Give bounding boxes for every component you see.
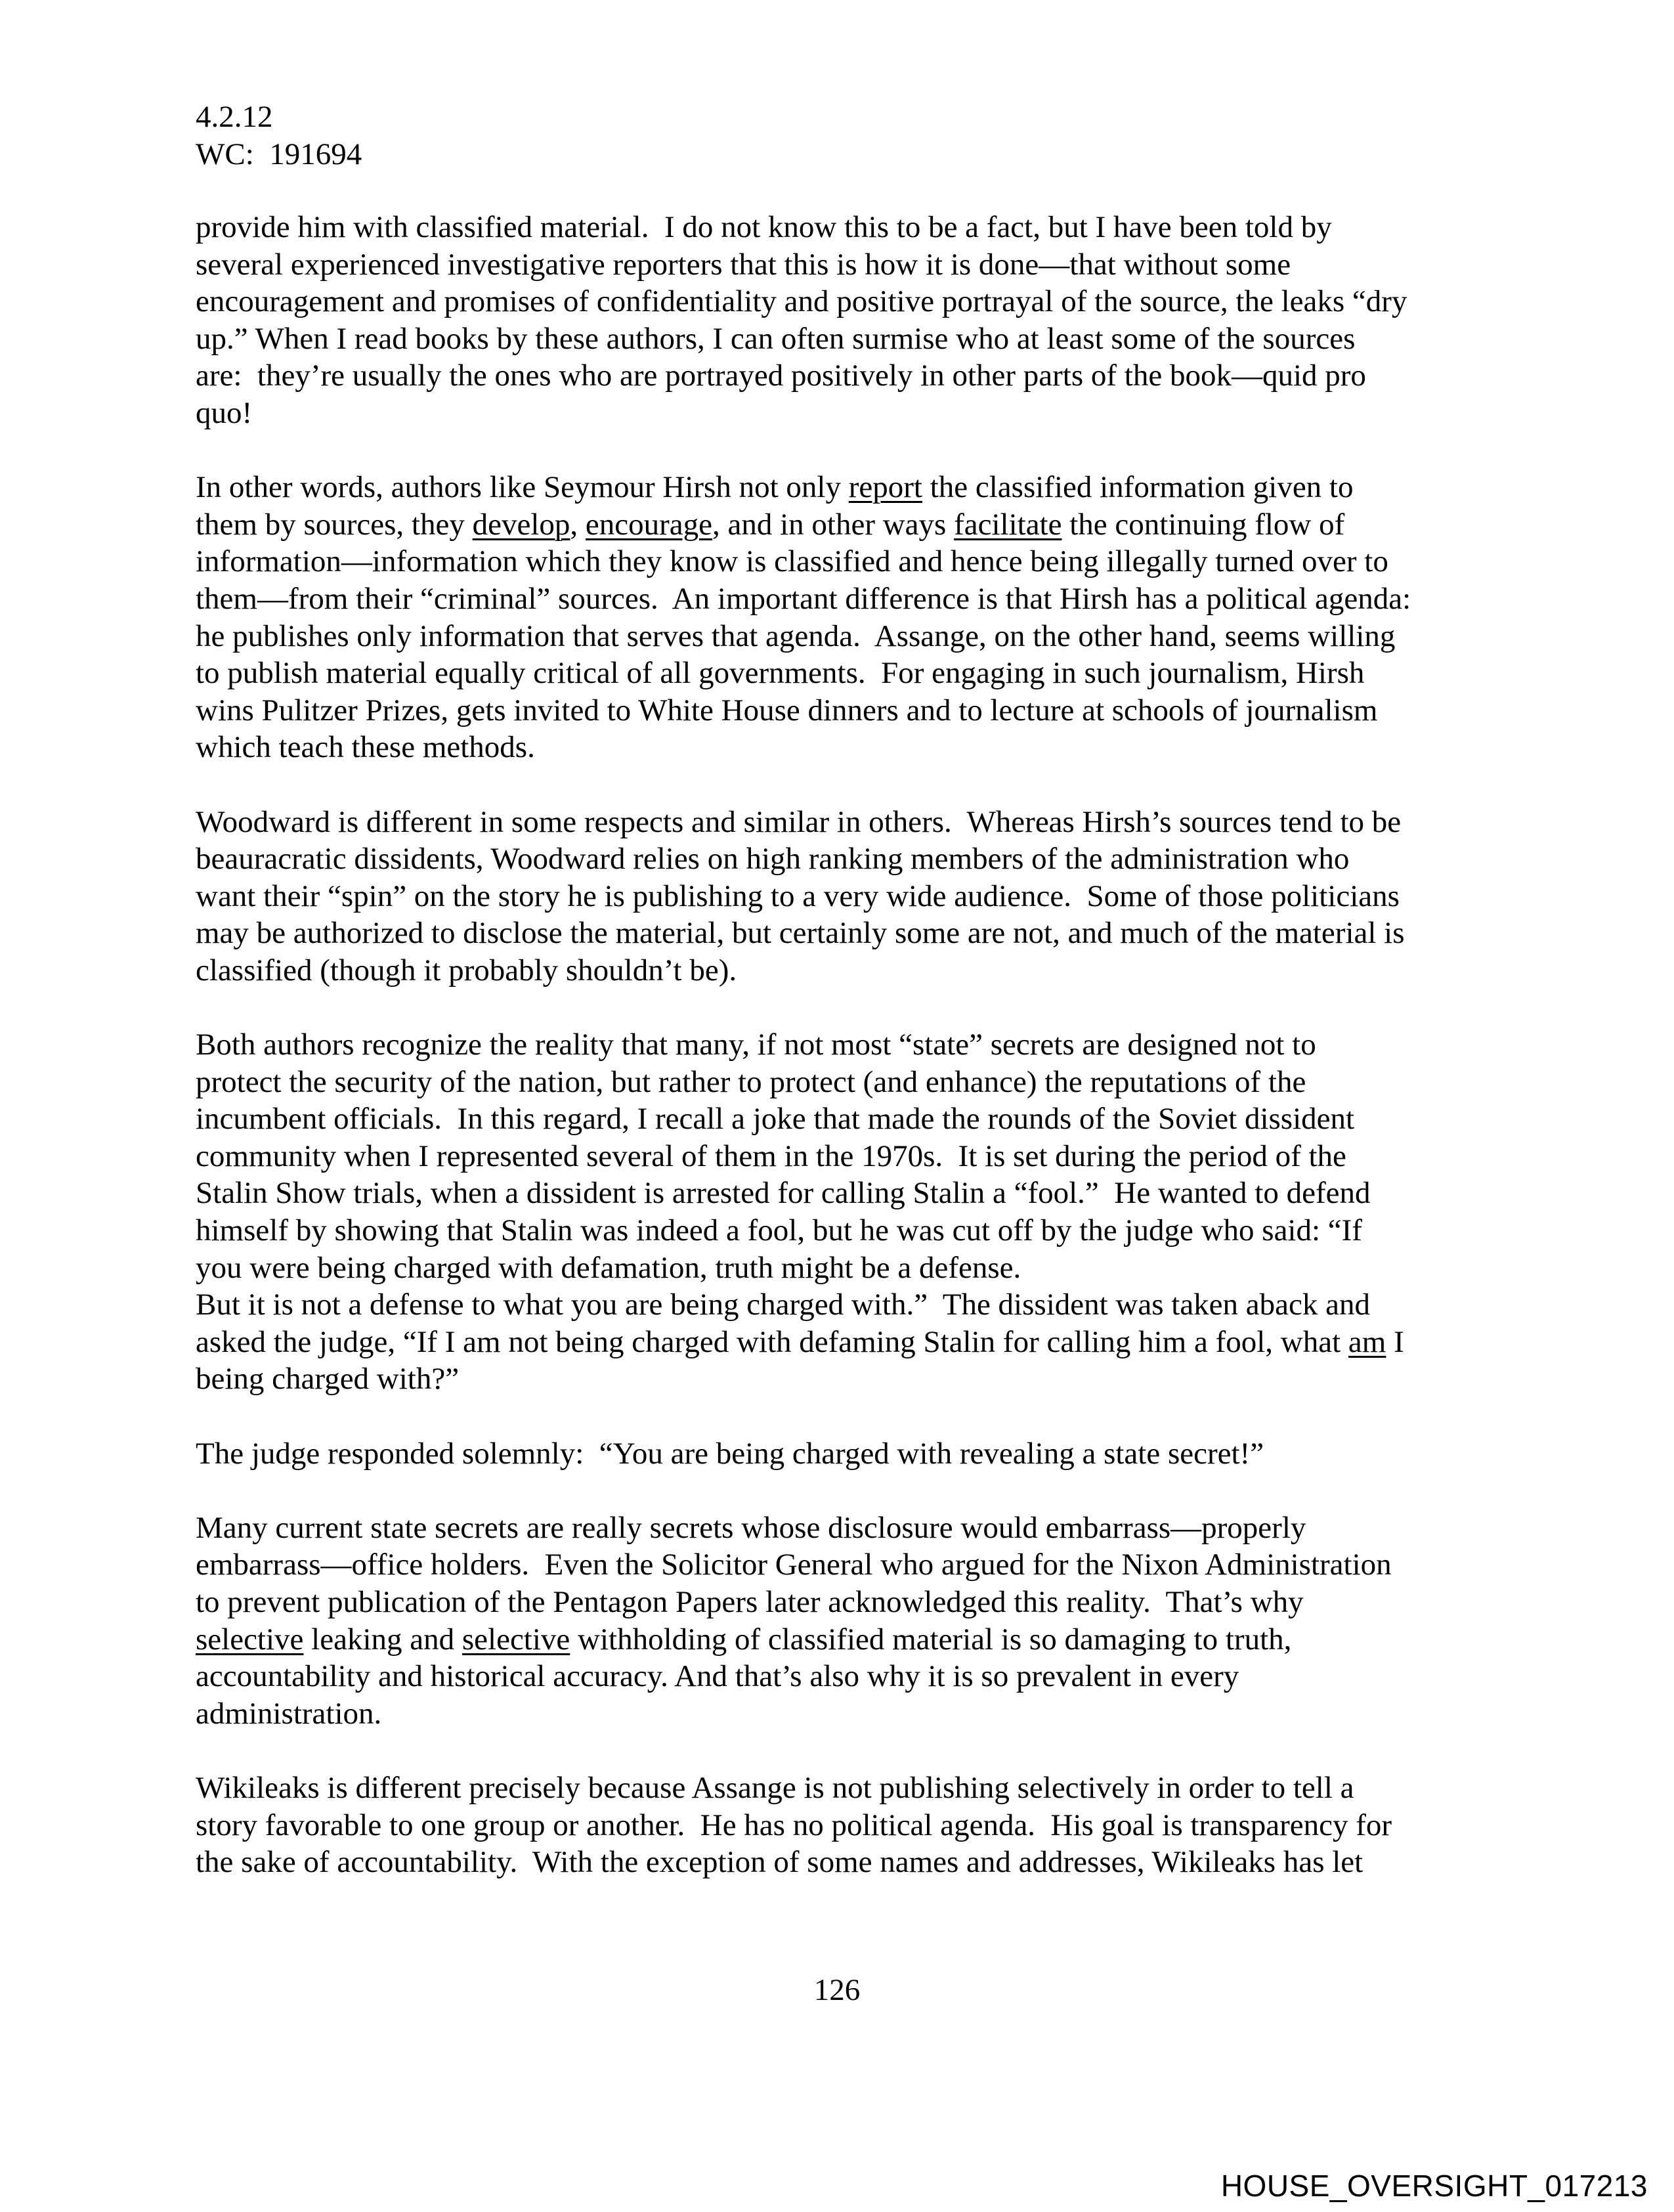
underlined-emphasis: am xyxy=(1348,1324,1386,1359)
text-line: beauracratic dissidents, Woodward relies on high ranking members of the administration who xyxy=(196,842,1350,877)
underlined-emphasis: report xyxy=(848,470,922,505)
text-line: embarrass—office holders. Even the Solicitor General who argued for the Nixon Administration xyxy=(196,1548,1392,1582)
text-line: you were being charged with defamation, truth might be a defense. xyxy=(196,1250,1021,1285)
document-header xyxy=(196,98,362,173)
text-line: protect the security of the nation, but rather to protect (and enhance) the reputations of the xyxy=(196,1064,1306,1099)
paragraph-spacer xyxy=(196,1472,1482,1509)
text-line: being charged with?” xyxy=(196,1362,460,1397)
document-body xyxy=(196,209,1482,1881)
text-line: them by sources, they develop, encourage, and in other ways facilitate the continuing flow of xyxy=(196,507,1345,542)
text-line: them—from their “criminal” sources. An important difference is that Hirsh has a political agenda: xyxy=(196,581,1411,616)
text-line: But it is not a defense to what you are being charged with.” The dissident was taken aback and xyxy=(196,1288,1370,1322)
text-line: the sake of accountability. With the exception of some names and addresses, Wikileaks has let xyxy=(196,1845,1363,1880)
text-line: Both authors recognize the reality that many, if not most “state” secrets are designed not to xyxy=(196,1028,1316,1062)
text-line: In other words, authors like Seymour Hirsh not only report the classified information given to xyxy=(196,470,1354,505)
text-line: want their “spin” on the story he is publishing to a very wide audience. Some of those politicians xyxy=(196,878,1400,913)
paragraph xyxy=(196,1509,1482,1733)
word-count: WC: 191694 xyxy=(196,137,362,171)
text-line: Many current state secrets are really secrets whose disclosure would embarrass—properly xyxy=(196,1510,1306,1545)
paragraph xyxy=(196,1026,1482,1398)
text-line: classified (though it probably shouldn’t be). xyxy=(196,953,737,987)
text-line: The judge responded solemnly: “You are being charged with revealing a state secret!” xyxy=(196,1436,1264,1471)
underlined-emphasis: develop xyxy=(472,507,570,542)
paragraph xyxy=(196,209,1482,432)
text-line: Stalin Show trials, when a dissident is arrested for calling Stalin a “fool.” He wanted to defend xyxy=(196,1176,1371,1211)
text-line: information—information which they know is classified and hence being illegally turned over to xyxy=(196,544,1388,579)
text-line: Wikileaks is different precisely because Assange is not publishing selectively in order to tell a xyxy=(196,1770,1354,1805)
paragraph xyxy=(196,469,1482,766)
underlined-emphasis: facilitate xyxy=(954,507,1062,542)
text-line: incumbent officials. In this regard, I recall a joke that made the rounds of the Soviet dissident xyxy=(196,1102,1355,1137)
paragraph-spacer xyxy=(196,766,1482,804)
underlined-emphasis: selective xyxy=(461,1622,570,1657)
text-line: to publish material equally critical of all governments. For engaging in such journalism, Hirsh xyxy=(196,656,1365,691)
text-line: administration. xyxy=(196,1696,382,1731)
text-line: are: they’re usually the ones who are portrayed positively in other parts of the book—quid pro xyxy=(196,358,1366,393)
text-line: selective leaking and selective withholding of classified material is so damaging to truth, xyxy=(196,1622,1292,1657)
paragraph-spacer xyxy=(196,989,1482,1026)
text-line: up.” When I read books by these authors, I can often surmise who at least some of the sources xyxy=(196,321,1356,356)
text-line: may be authorized to disclose the material, but certainly some are not, and much of the material is xyxy=(196,916,1405,951)
text-line: quo! xyxy=(196,395,253,430)
paragraph-spacer xyxy=(196,1398,1482,1435)
text-line: several experienced investigative reporters that this is how it is done—that without some xyxy=(196,247,1291,282)
text-line: story favorable to one group or another. He has no political agenda. His goal is transparency for xyxy=(196,1808,1392,1842)
paragraph-spacer xyxy=(196,1732,1482,1769)
paragraph xyxy=(196,1769,1482,1881)
text-line: provide him with classified material. I do not know this to be a fact, but I have been told by xyxy=(196,210,1332,244)
paragraph xyxy=(196,1435,1482,1473)
text-line: accountability and historical accuracy. And that’s also why it is so prevalent in every xyxy=(196,1659,1239,1694)
text-line: encouragement and promises of confidentiality and positive portrayal of the source, the leaks “dry xyxy=(196,284,1407,319)
underlined-emphasis: encourage xyxy=(585,507,712,542)
page-number: 126 xyxy=(813,1973,861,2007)
paragraph xyxy=(196,804,1482,989)
text-line: which teach these methods. xyxy=(196,730,535,765)
bates-stamp: HOUSE_OVERSIGHT_017213 xyxy=(1220,2169,1648,2203)
text-line: wins Pulitzer Prizes, gets invited to White House dinners and to lecture at schools of journalism xyxy=(196,693,1378,727)
underlined-emphasis: selective xyxy=(196,1622,304,1657)
document-date: 4.2.12 xyxy=(196,100,273,134)
text-line: asked the judge, “If I am not being charged with defaming Stalin for calling him a fool, what am I xyxy=(196,1324,1404,1359)
text-line: himself by showing that Stalin was indeed a fool, but he was cut off by the judge who said: “If xyxy=(196,1213,1362,1248)
text-line: community when I represented several of them in the 1970s. It is set during the period of the xyxy=(196,1139,1346,1173)
text-line: Woodward is different in some respects and similar in others. Whereas Hirsh’s sources tend to be xyxy=(196,804,1402,839)
paragraph-spacer xyxy=(196,432,1482,469)
text-line: he publishes only information that serves that agenda. Assange, on the other hand, seems willing xyxy=(196,618,1396,653)
text-line: to prevent publication of the Pentagon Papers later acknowledged this reality. That’s why xyxy=(196,1584,1304,1619)
